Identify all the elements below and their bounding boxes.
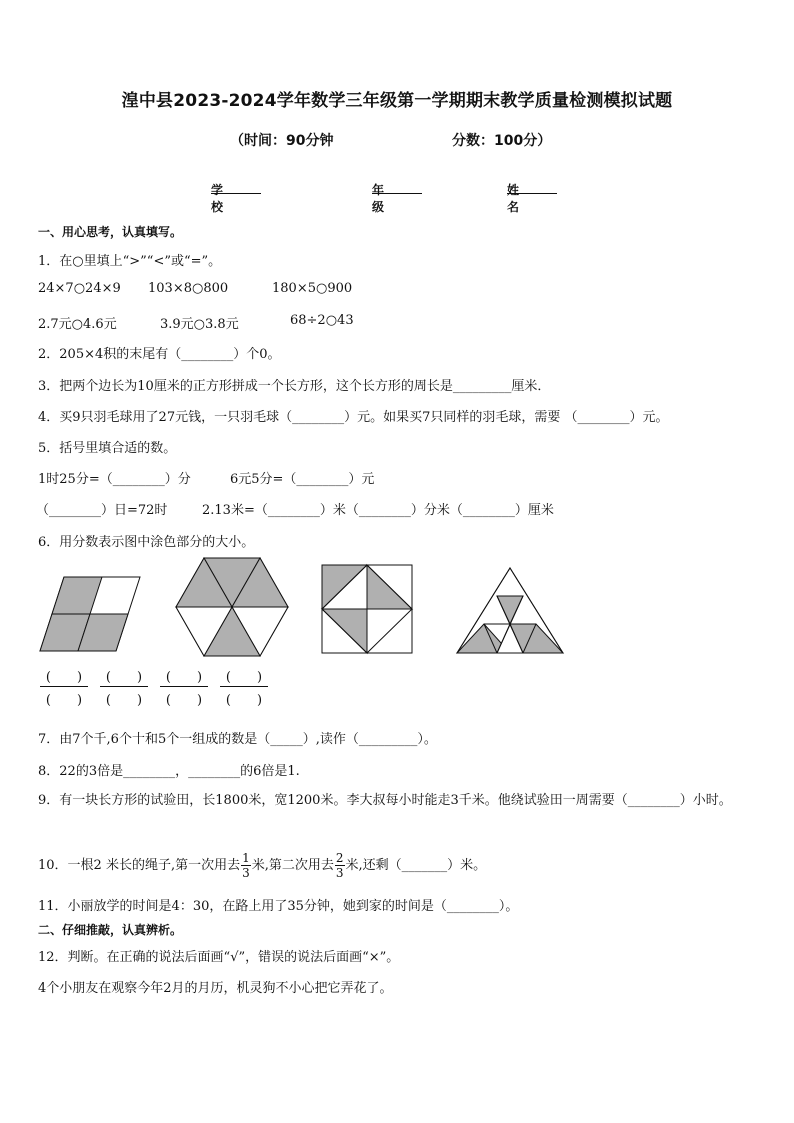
school-label: 学校 (211, 183, 224, 214)
section2-title: 二、仔细推敲，认真辨析。 (38, 923, 183, 937)
q5-part-c: （________）日=72时 (36, 503, 168, 518)
triangle-grid-figure (455, 566, 565, 656)
q5-part-a: 1时25分=（________）分 (38, 472, 191, 487)
fraction-one-third: $\frac{1}{3}$ (242, 851, 250, 880)
square-diamond-figure (320, 563, 414, 655)
q1-item-2: 103×8○800 (148, 281, 229, 296)
q5-part-b: 6元5分=（________）元 (230, 472, 375, 487)
question-12-text: 4个小朋友在观察今年2月的月历，机灵狗不小心把它弄花了。 (38, 981, 393, 996)
q5-part-d: 2.13米=（________）米（________）分米（________）厘米 (202, 503, 554, 518)
question-9: 9．有一块长方形的试验田，长1800米，宽1200米。李大叔每小时能走3千米。他绕试验田一周需要（________）小时。 (38, 793, 732, 808)
q1-item-5: 3.9元○3.8元 (160, 317, 239, 332)
question-1: 1．在○里填上“>”“<”或“=”。 (38, 254, 222, 269)
question-5: 5．括号里填合适的数。 (38, 441, 177, 456)
exam-time: （时间：90分钟 (230, 133, 334, 149)
question-10: 10．一根2 米长的绳子,第一次用去 $\frac{1}{3}$ 米,第二次用去 $\frac{2}{3}$ 米,还剩（_______）米。 (38, 851, 487, 880)
school-field[interactable] (211, 181, 261, 194)
name-label: 姓名 (507, 183, 520, 214)
name-field[interactable] (507, 181, 557, 194)
parallelogram-figure (38, 575, 144, 655)
page-title: 湟中县2023-2024学年数学三年级第一学期期末教学质量检测模拟试题 (121, 91, 673, 111)
fraction-answer-1[interactable]: ( ) ( ) (40, 666, 88, 707)
question-6: 6．用分数表示图中涂色部分的大小。 (38, 535, 255, 550)
fraction-two-thirds: $\frac{2}{3}$ (335, 851, 344, 880)
question-4: 4．买9只羽毛球用了27元钱，一只羽毛球（________）元。如果买7只同样的羽毛球，需要 （________）元。 (38, 410, 669, 425)
q1-item-4: 2.7元○4.6元 (38, 317, 117, 332)
q1-item-1: 24×7○24×9 (38, 281, 121, 296)
exam-score: 分数：100分） (452, 133, 552, 149)
fraction-answer-3[interactable]: ( ) ( ) (160, 666, 208, 707)
question-8: 8．22的3倍是________，________的6倍是1. (38, 764, 300, 779)
section1-title: 一、用心思考，认真填写。 (38, 225, 183, 239)
hexagon-figure (172, 556, 292, 658)
question-7: 7．由7个千,6个十和5个一组成的数是（_____）,读作（_________）。 (38, 732, 437, 747)
question-11: 11．小丽放学的时间是4：30，在路上用了35分钟，她到家的时间是（________）。 (38, 899, 519, 914)
question-3: 3．把两个边长为10厘米的正方形拼成一个长方形，这个长方形的周长是_________厘米． (38, 379, 551, 394)
fraction-answer-2[interactable]: ( ) ( ) (100, 666, 148, 707)
grade-label: 年级 (372, 183, 385, 214)
question-12: 12．判断。在正确的说法后面画“√”，错误的说法后面画“×”。 (38, 950, 400, 965)
grade-field[interactable] (372, 181, 422, 194)
q1-item-6: 68÷2○43 (290, 313, 354, 328)
fraction-answer-4[interactable]: ( ) ( ) (220, 666, 268, 707)
question-2: 2．205×4积的末尾有（________）个0。 (38, 347, 281, 362)
q1-item-3: 180×5○900 (272, 281, 353, 296)
